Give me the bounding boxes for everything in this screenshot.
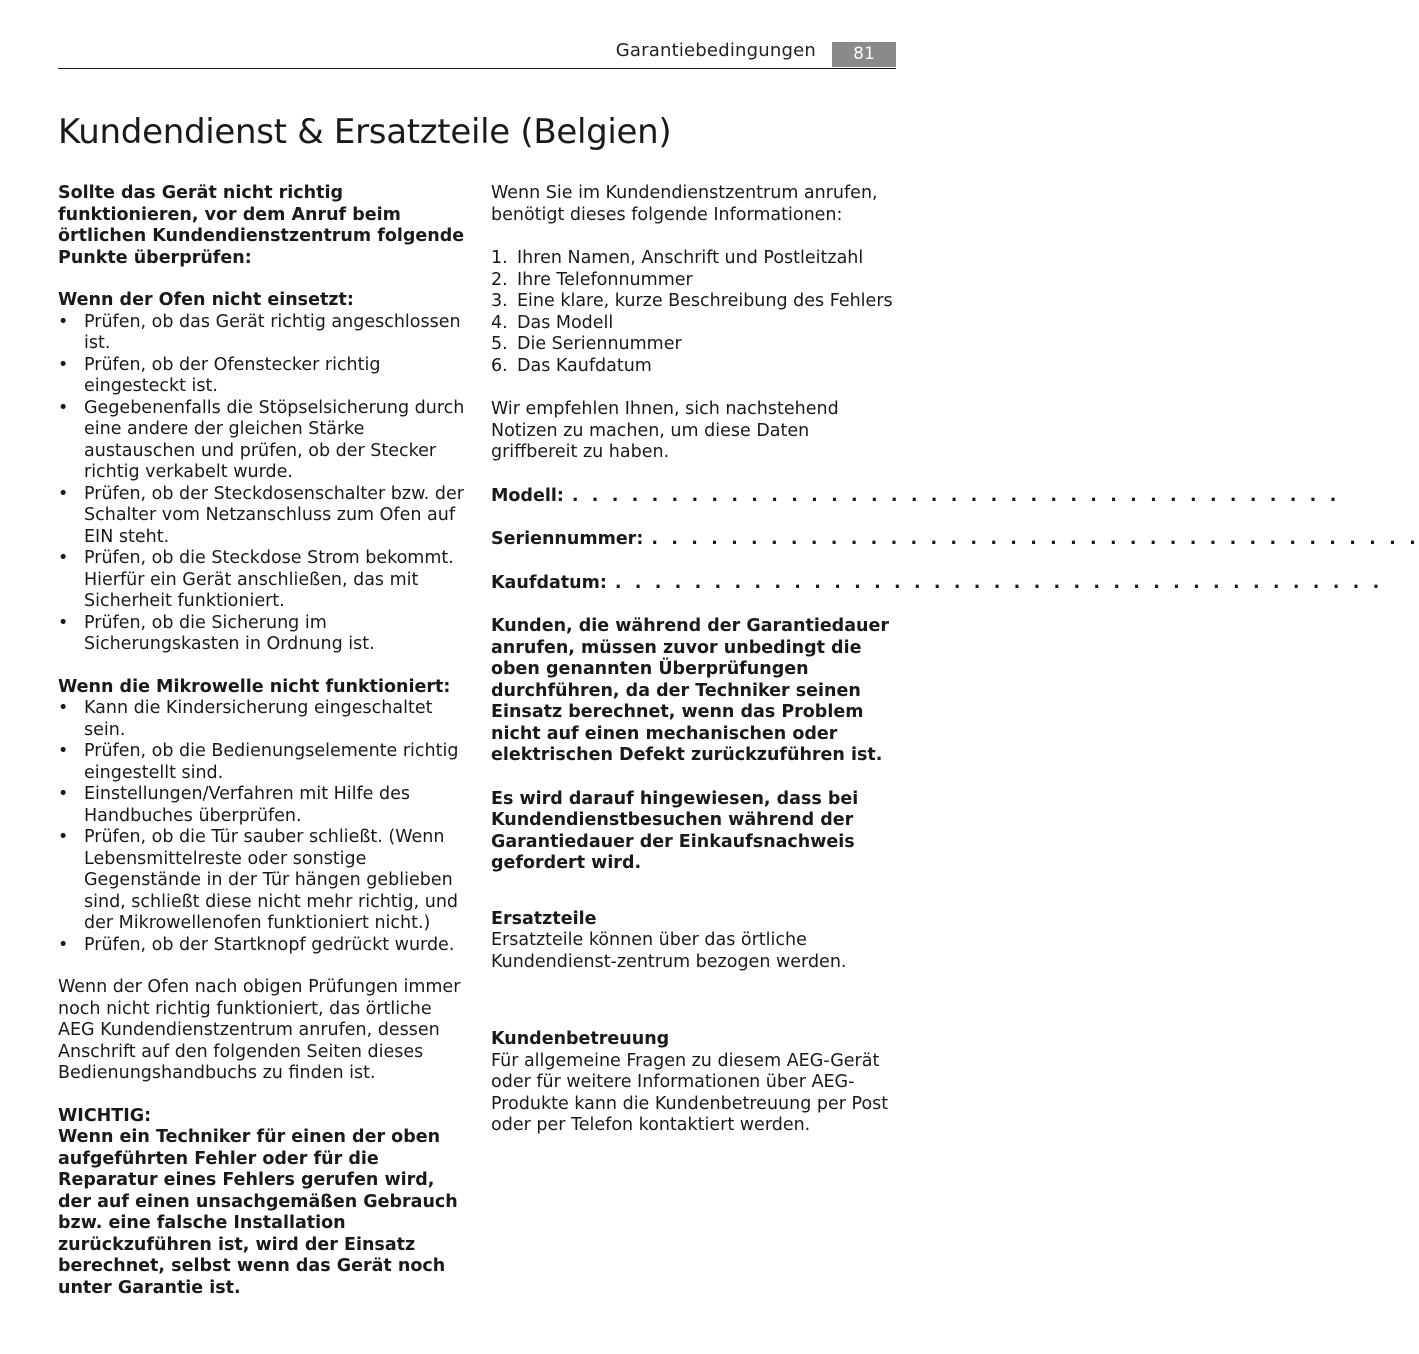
serial-number-field [491,529,1419,551]
model-dotted-line: . . . . . . . . . . . . . . . . . . . . . . . . . . . . . . . . . . . . . . . [571,485,1340,506]
right-column [491,183,1419,1137]
after-checks-paragraph: Wenn der Ofen nach obigen Prüfungen immer noch nicht richtig funktioniert, das örtliche AEG Kundendienstzentrum anrufen, dessen Anschrift auf den folgenden Seiten dieses Bedienungshandbuchs zu finden ist. [58,977,461,1083]
list-item [491,334,901,356]
list-item: • Gegebenenfalls die Stöpselsicherung durch eine andere der gleichen Stärke austauschen und prüfen, ob der Stecker richtig verkabelt wurde. [58,398,468,484]
list-item [491,291,901,313]
list-number: 6. [491,355,508,376]
page-number: 81 [832,42,896,67]
list-item: • Prüfen, ob die Tür sauber schließt. (Wenn Lebensmittelreste oder sonstige Gegenstände in der Tür hängen geblieben sind, schließt diese nicht mehr richtig, und der Mikrowellenofen funktioniert nicht.) [58,827,468,935]
list-text: Eine klare, kurze Beschreibung des Fehlers [517,291,893,311]
customer-care-text: Für allgemeine Fragen zu diesem AEG-Gerät oder für weitere Informationen über AEG-Produkte kann die Kundenbetreuung per Post oder per Telefon kontaktiert werden. [491,1050,889,1135]
list-number: 1. [491,248,508,268]
call-intro-paragraph: Wenn Sie im Kundendienstzentrum anrufen, benötigt dieses folgende Informationen: [491,183,878,225]
model-field [491,485,1340,508]
list-item: • Kann die Kindersicherung eingeschaltet sein. [58,698,468,741]
left-column [58,183,468,1299]
list-text: Die Seriennummer [517,334,682,354]
header-rule [58,68,896,69]
proof-of-purchase-paragraph: Es wird darauf hingewiesen, dass bei Kundendienstbesuchen während der Garantiedauer der Einkaufsnachweis gefordert wird. [491,788,859,873]
notes-intro-paragraph: Wir empfehlen Ihnen, sich nachstehend Notizen zu machen, um diese Daten griffbereit zu haben. [491,399,839,462]
important-label: WICHTIG: [58,1105,152,1126]
serial-number-dotted-line: . . . . . . . . . . . . . . . . . . . . . . . . . . . . . . . . . . . . . . . [651,529,1419,549]
list-item: • Prüfen, ob das Gerät richtig angeschlossen ist. [58,312,468,355]
list-number: 3. [491,291,508,311]
list-item [491,313,901,335]
list-item: • Prüfen, ob der Ofenstecker richtig eingesteckt ist. [58,355,468,398]
customer-care-heading: Kundenbetreuung [491,1029,670,1049]
list-text: Das Modell [517,312,614,333]
important-text: Wenn ein Techniker für einen der oben aufgeführten Fehler oder für die Reparatur eines Fehlers gerufen wird, der auf einen unsachgemäßen Gebrauch bzw. eine falsche Installation zurückzuführen ist, wird der Einsatz berechnet, selbst wenn das Gerät noch unter Garantie ist. [58,1127,458,1298]
purchase-date-field [491,572,1383,595]
purchase-date-label: Kaufdatum: [491,572,607,593]
oven-heading: Wenn der Ofen nicht einsetzt: [58,290,354,310]
list-item: • Einstellungen/Verfahren mit Hilfe des Handbuches überprüfen. [58,784,468,827]
header-section-label: Garantiebedingungen [615,40,816,61]
spare-parts-heading: Ersatzteile [491,908,597,929]
list-item: • Prüfen, ob die Sicherung im Sicherungskasten in Ordnung ist. [58,613,468,656]
info-list [491,248,901,377]
model-label: Modell: [491,485,564,506]
page-title: Kundendienst & Ersatzteile (Belgien) [58,112,672,152]
list-text: Ihre Telefonnummer [517,269,693,290]
list-item: • Prüfen, ob der Startknopf gedrückt wurde. [58,935,468,957]
list-number: 2. [491,269,508,290]
list-item [491,248,901,270]
list-item [491,356,901,378]
list-text: Ihren Namen, Anschrift und Postleitzahl [517,248,864,268]
microwave-heading: Wenn die Mikrowelle nicht funktioniert: [58,676,451,697]
list-item [491,270,901,292]
oven-checklist [58,312,468,656]
intro-paragraph: Sollte das Gerät nicht richtig funktionieren, vor dem Anruf beim örtlichen Kundendienstzentrum folgende Punkte überprüfen: [58,183,465,268]
list-text: Das Kaufdatum [517,355,652,376]
warranty-calls-paragraph: Kunden, die während der Garantiedauer anrufen, müssen zuvor unbedingt die oben genannten Überprüfungen durchführen, da der Techniker seinen Einsatz berechnet, wenn das Problem nicht auf einen mechanischen oder elektrischen Defekt zurückzuführen ist. [491,616,889,765]
serial-number-label: Seriennummer: [491,529,644,549]
list-item: • Prüfen, ob der Steckdosenschalter bzw. der Schalter vom Netzanschluss zum Ofen auf EIN steht. [58,484,468,549]
microwave-checklist [58,698,468,956]
list-number: 5. [491,334,508,354]
list-number: 4. [491,312,508,333]
spare-parts-text: Ersatzteile können über das örtliche Kundendienst-zentrum bezogen werden. [491,930,847,972]
list-item: • Prüfen, ob die Bedienungselemente richtig eingestellt sind. [58,741,468,784]
list-item: • Prüfen, ob die Steckdose Strom bekommt. Hierfür ein Gerät anschließen, das mit Sicherheit funktioniert. [58,548,468,613]
purchase-date-dotted-line: . . . . . . . . . . . . . . . . . . . . . . . . . . . . . . . . . . . . . . . [614,572,1383,593]
